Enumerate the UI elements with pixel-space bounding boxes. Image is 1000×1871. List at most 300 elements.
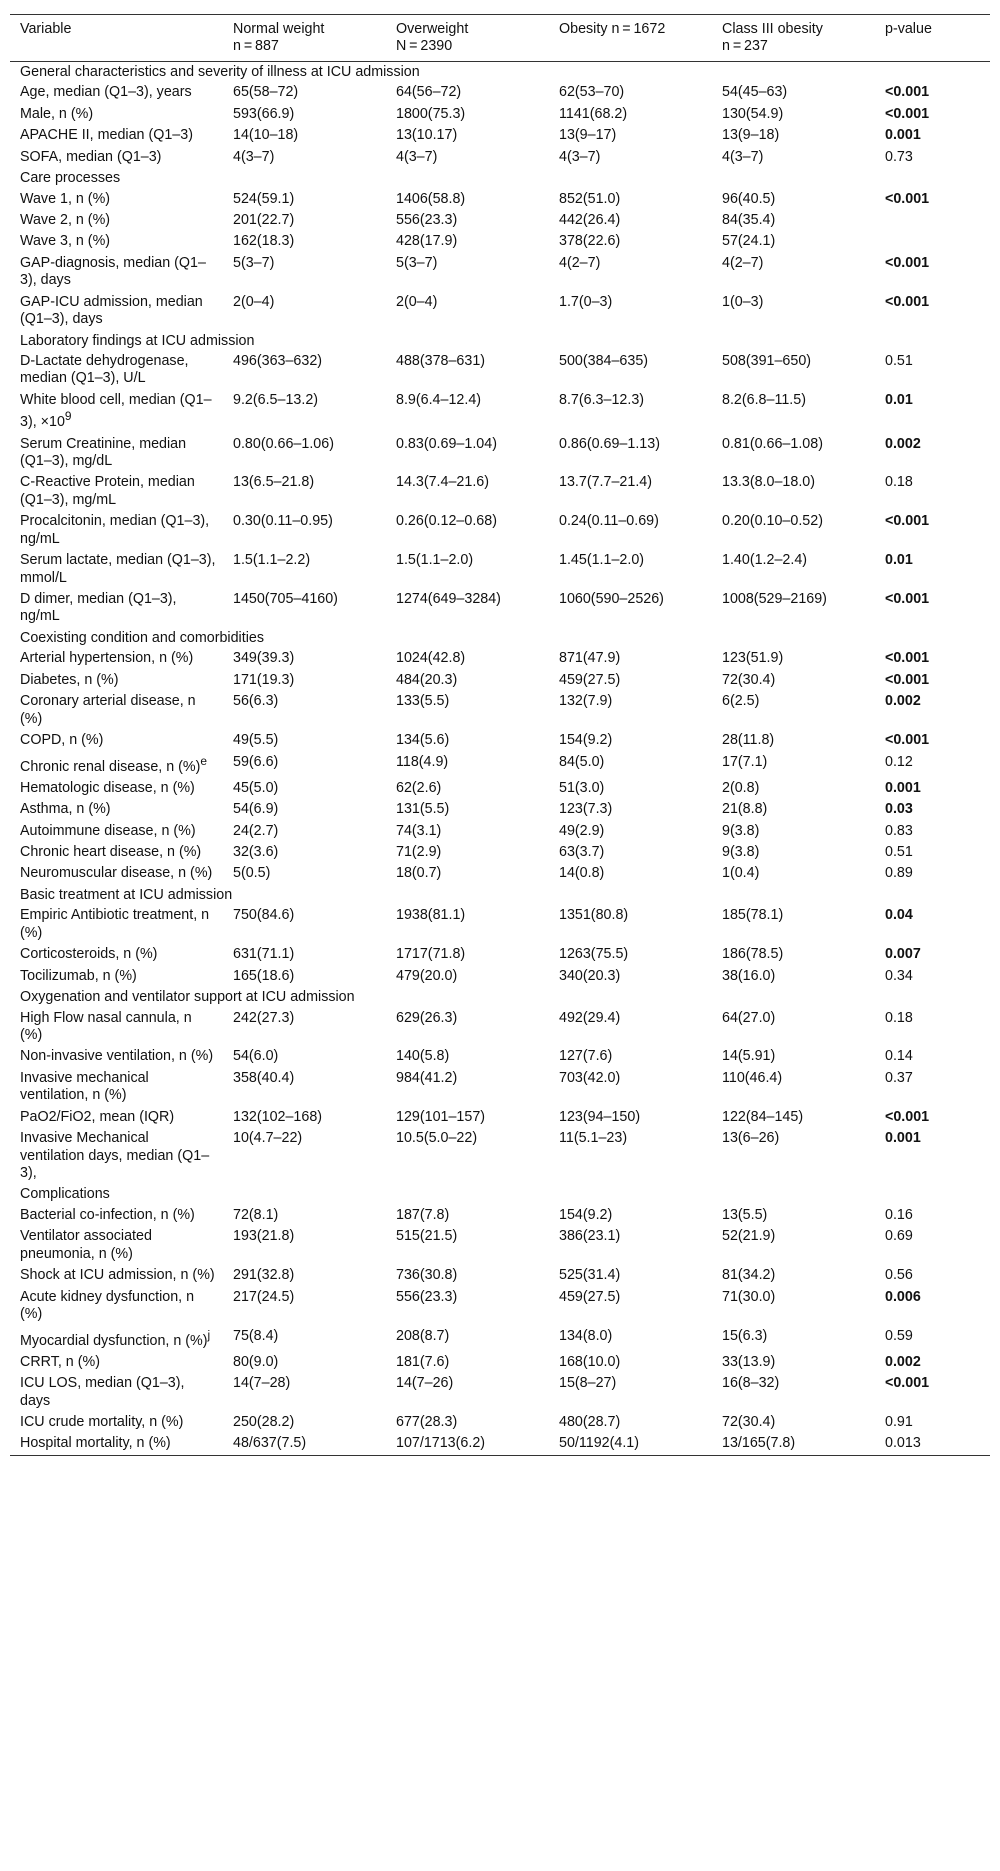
overweight-cell: 13(10.17): [396, 127, 458, 144]
table-row: [10, 648, 990, 669]
class-iii-obesity-cell: 71(30.0): [722, 1288, 776, 1305]
p-value-cell: <0.001: [885, 650, 930, 667]
class-iii-obesity-cell: 13.3(8.0–18.0): [722, 474, 815, 491]
p-value-cell: <0.001: [885, 105, 930, 122]
variable-label: Serum lactate, median (Q1–3), mmol/L: [20, 552, 216, 586]
obesity-cell: 500(384–635): [559, 353, 649, 369]
obesity-cell: 459(27.5): [559, 671, 621, 688]
class-iii-obesity-cell: 1(0–3): [722, 293, 764, 310]
obesity-cell: 1.7(0–3): [559, 293, 613, 310]
obesity-cell: 492(29.4): [559, 1009, 621, 1026]
p-value-cell: <0.001: [885, 671, 930, 688]
table-row: [10, 1128, 990, 1184]
normal-weight-cell: 171(19.3): [233, 671, 295, 688]
class-iii-obesity-cell: 508(391–650): [722, 353, 812, 369]
table-row: [10, 863, 990, 884]
table-row: [10, 125, 990, 146]
obesity-cell: 84(5.0): [559, 753, 605, 770]
p-value-cell: 0.002: [885, 693, 921, 710]
variable-label: Serum Creatinine, median (Q1–3), mg/dL: [20, 435, 187, 469]
table-row: [10, 799, 990, 820]
obesity-cell: 49(2.9): [559, 822, 605, 839]
class-iii-obesity-cell: 21(8.8): [722, 801, 768, 818]
normal-weight-cell: 193(21.8): [233, 1228, 295, 1245]
p-value-cell: <0.001: [885, 84, 930, 101]
table-row: [10, 1412, 990, 1433]
overweight-cell: 629(26.3): [396, 1009, 458, 1026]
normal-weight-cell: 56(6.3): [233, 693, 279, 710]
overweight-cell: 4(3–7): [396, 148, 438, 165]
table-row: [10, 821, 990, 842]
class-iii-obesity-cell: 110(46.4): [722, 1069, 783, 1086]
class-iii-obesity-cell: 72(30.4): [722, 1414, 776, 1431]
obesity-cell: 63(3.7): [559, 844, 605, 861]
p-value-cell: <0.001: [885, 513, 930, 530]
normal-weight-cell: 201(22.7): [233, 211, 295, 228]
class-iii-obesity-cell: 0.20(0.10–0.52): [722, 513, 823, 530]
table-row: [10, 1008, 990, 1047]
p-value-cell: 0.18: [885, 474, 913, 491]
section-header-row: [10, 1184, 990, 1204]
p-value-cell: 0.18: [885, 1009, 913, 1026]
obesity-cell: 127(7.6): [559, 1048, 613, 1065]
variable-label: PaO2/FiO2, mean (IQR): [20, 1108, 175, 1125]
class-iii-obesity-cell: 13(5.5): [722, 1206, 768, 1223]
p-value-cell: 0.16: [885, 1206, 913, 1223]
variable-label-text: Chronic renal disease, n (%): [20, 758, 201, 775]
obesity-cell: 154(9.2): [559, 1206, 613, 1223]
variable-label: Bacterial co-infection, n (%): [20, 1206, 195, 1223]
class-iii-obesity-cell: 52(21.9): [722, 1228, 776, 1245]
normal-weight-cell: 0.80(0.66–1.06): [233, 435, 334, 452]
variable-label: Hospital mortality, n (%): [20, 1435, 171, 1452]
normal-weight-cell: 5(3–7): [233, 254, 275, 271]
characteristics-table: [10, 14, 990, 1456]
normal-weight-cell: 0.30(0.11–0.95): [233, 513, 333, 530]
overweight-cell: 556(23.3): [396, 1288, 458, 1305]
p-value-cell: <0.001: [885, 591, 930, 608]
variable-label: Neuromuscular disease, n (%): [20, 865, 213, 882]
variable-label: SOFA, median (Q1–3): [20, 148, 162, 165]
table-row: [10, 511, 990, 550]
obesity-cell: 4(3–7): [559, 148, 601, 165]
variable-label: Male, n (%): [20, 105, 94, 122]
normal-weight-cell: 524(59.1): [233, 190, 295, 207]
obesity-cell: 8.7(6.3–12.3): [559, 391, 645, 408]
class-iii-obesity-cell: 72(30.4): [722, 671, 776, 688]
table-row: [10, 752, 990, 778]
variable-label: D dimer, median (Q1–3), ng/mL: [20, 591, 177, 625]
obesity-cell: 50/1192(4.1): [559, 1435, 640, 1452]
overweight-cell: 515(21.5): [396, 1228, 458, 1245]
table-row: [10, 1287, 990, 1326]
variable-label: Procalcitonin, median (Q1–3), ng/mL: [20, 513, 210, 547]
table-row: [10, 351, 990, 390]
section-header-row: [10, 987, 990, 1007]
overweight-cell: 0.26(0.12–0.68): [396, 513, 497, 530]
obesity-cell: 871(47.9): [559, 650, 621, 667]
variable-label: [10, 1326, 223, 1352]
class-iii-obesity-cell: 54(45–63): [722, 84, 788, 101]
p-value-cell: <0.001: [885, 1108, 930, 1125]
variable-label: COPD, n (%): [20, 732, 104, 749]
table-row: [10, 292, 990, 331]
overweight-cell: 62(2.6): [396, 779, 442, 796]
class-iii-obesity-cell: 57(24.1): [722, 233, 776, 250]
p-value-cell: 0.002: [885, 435, 921, 452]
p-value-cell: 0.59: [885, 1327, 913, 1344]
obesity-cell: 51(3.0): [559, 779, 605, 796]
obesity-cell: 123(7.3): [559, 801, 613, 818]
class-iii-obesity-cell: 13/165(7.8): [722, 1435, 796, 1452]
class-iii-obesity-cell: 2(0.8): [722, 779, 760, 796]
variable-label: Coronary arterial disease, n (%): [20, 693, 196, 727]
p-value-cell: <0.001: [885, 190, 930, 207]
overweight-cell: 134(5.6): [396, 732, 450, 749]
overweight-cell: 74(3.1): [396, 822, 442, 839]
variable-label: Diabetes, n (%): [20, 671, 119, 688]
table-row: [10, 842, 990, 863]
class-iii-obesity-cell: 16(8–32): [722, 1375, 780, 1392]
normal-weight-cell: 32(3.6): [233, 844, 279, 861]
p-value-cell: 0.37: [885, 1069, 913, 1086]
normal-weight-cell: 250(28.2): [233, 1414, 295, 1431]
overweight-cell: 18(0.7): [396, 865, 442, 882]
class-iii-obesity-cell: 81(34.2): [722, 1267, 776, 1284]
normal-weight-cell: 45(5.0): [233, 779, 279, 796]
class-iii-obesity-cell: 123(51.9): [722, 650, 784, 667]
overweight-cell: 187(7.8): [396, 1206, 450, 1223]
normal-weight-cell: 349(39.3): [233, 650, 295, 667]
obesity-cell: 0.24(0.11–0.69): [559, 513, 659, 530]
overweight-cell: 984(41.2): [396, 1069, 458, 1086]
normal-weight-cell: 1450(705–4160): [233, 591, 338, 608]
p-value-cell: 0.56: [885, 1267, 913, 1284]
class-iii-obesity-cell: 185(78.1): [722, 907, 784, 924]
p-value-cell: 0.91: [885, 1414, 913, 1431]
section-header-row: [10, 61, 990, 82]
normal-weight-cell: 5(0.5): [233, 865, 271, 882]
class-iii-obesity-cell: 84(35.4): [722, 211, 776, 228]
table-row: [10, 1046, 990, 1067]
p-value-cell: [875, 231, 990, 252]
p-value-cell: 0.83: [885, 822, 913, 839]
table-row: [10, 472, 990, 511]
p-value-cell: 0.001: [885, 127, 921, 144]
section-header-row: [10, 628, 990, 648]
overweight-cell: 1024(42.8): [396, 650, 466, 667]
normal-weight-cell: 65(58–72): [233, 84, 299, 101]
variable-label-text: White blood cell, median (Q1–3), ×10: [20, 391, 212, 431]
table-header: [10, 15, 990, 62]
table-row: [10, 231, 990, 252]
class-iii-obesity-cell: 1.40(1.2–2.4): [722, 552, 808, 569]
class-iii-obesity-cell: 28(11.8): [722, 732, 775, 749]
class-iii-obesity-cell: 13(9–18): [722, 127, 780, 144]
obesity-cell: 480(28.7): [559, 1414, 621, 1431]
p-value-cell: 0.002: [885, 1353, 921, 1370]
overweight-cell: 10.5(5.0–22): [396, 1130, 478, 1147]
obesity-cell: 13(9–17): [559, 127, 617, 144]
table-row: [10, 550, 990, 589]
footnote-superscript: e: [200, 753, 208, 768]
variable-label: Hematologic disease, n (%): [20, 779, 195, 796]
variable-label: [10, 752, 223, 778]
variable-label: ICU LOS, median (Q1–3), days: [20, 1375, 185, 1409]
normal-weight-cell: 80(9.0): [233, 1353, 279, 1370]
table-row: [10, 253, 990, 292]
obesity-cell: 154(9.2): [559, 732, 613, 749]
section-header-row: [10, 168, 990, 188]
overweight-cell: 479(20.0): [396, 967, 458, 984]
overweight-cell: 133(5.5): [396, 693, 450, 710]
table-row: [10, 1226, 990, 1265]
variable-label: Shock at ICU admission, n (%): [20, 1267, 215, 1284]
table-row: [10, 905, 990, 944]
normal-weight-cell: 14(7–28): [233, 1375, 291, 1392]
overweight-cell: 118(4.9): [396, 753, 449, 770]
header-overweight: Overweight N = 2390: [396, 21, 469, 55]
variable-label: Invasive Mechanical ventilation days, median (Q1–3),: [20, 1130, 210, 1182]
overweight-cell: 1406(58.8): [396, 190, 466, 207]
obesity-cell: 1060(590–2526): [559, 591, 664, 608]
overweight-cell: 428(17.9): [396, 233, 458, 250]
table-row: [10, 966, 990, 987]
section-title: Care processes: [20, 170, 121, 187]
overweight-cell: 14.3(7.4–21.6): [396, 474, 489, 491]
table-body: [10, 61, 990, 1455]
class-iii-obesity-cell: 186(78.5): [722, 946, 784, 963]
section-title: Complications: [20, 1186, 110, 1203]
table-row: [10, 1107, 990, 1128]
table-row: [10, 944, 990, 965]
overweight-cell: 208(8.7): [396, 1327, 450, 1344]
table-row: [10, 147, 990, 168]
variable-label: Invasive mechanical ventilation, n (%): [20, 1069, 149, 1104]
class-iii-obesity-cell: 9(3.8): [722, 822, 760, 839]
class-iii-obesity-cell: 8.2(6.8–11.5): [722, 391, 806, 408]
obesity-cell: 15(8–27): [559, 1375, 617, 1392]
variable-label: Autoimmune disease, n (%): [20, 822, 196, 839]
class-iii-obesity-cell: 38(16.0): [722, 967, 776, 984]
obesity-cell: 4(2–7): [559, 254, 601, 271]
p-value-cell: [875, 210, 990, 231]
p-value-cell: 0.69: [885, 1228, 913, 1245]
p-value-cell: 0.01: [885, 391, 913, 408]
variable-label: APACHE II, median (Q1–3): [20, 127, 193, 144]
normal-weight-cell: 2(0–4): [233, 293, 275, 310]
class-iii-obesity-cell: 15(6.3): [722, 1327, 768, 1344]
overweight-cell: 1274(649–3284): [396, 591, 501, 608]
normal-weight-cell: 1.5(1.1–2.2): [233, 552, 311, 569]
class-iii-obesity-cell: 1(0.4): [722, 865, 760, 882]
table-row: [10, 1265, 990, 1286]
overweight-cell: 131(5.5): [396, 801, 450, 818]
normal-weight-cell: 54(6.0): [233, 1048, 279, 1065]
normal-weight-cell: 75(8.4): [233, 1327, 279, 1344]
variable-label-text: Myocardial dysfunction, n (%): [20, 1332, 208, 1349]
p-value-cell: 0.03: [885, 801, 913, 818]
p-value-cell: <0.001: [885, 254, 930, 271]
obesity-cell: 1141(68.2): [559, 105, 628, 122]
overweight-cell: 677(28.3): [396, 1414, 458, 1431]
variable-label: ICU crude mortality, n (%): [20, 1414, 184, 1431]
normal-weight-cell: 9.2(6.5–13.2): [233, 391, 319, 408]
header-row: [10, 15, 990, 62]
class-iii-obesity-cell: 9(3.8): [722, 844, 760, 861]
normal-weight-cell: 13(6.5–21.8): [233, 474, 315, 491]
variable-label: Acute kidney dysfunction, n (%): [20, 1288, 195, 1323]
class-iii-obesity-cell: 130(54.9): [722, 105, 784, 122]
overweight-cell: 71(2.9): [396, 844, 442, 861]
obesity-cell: 386(23.1): [559, 1228, 621, 1245]
variable-label: Wave 3, n (%): [20, 233, 111, 250]
obesity-cell: 378(22.6): [559, 233, 621, 250]
obesity-cell: 1351(80.8): [559, 907, 629, 924]
normal-weight-cell: 24(2.7): [233, 822, 279, 839]
p-value-cell: 0.51: [885, 844, 913, 861]
header-class-iii-obesity: Class III obesity n = 237: [722, 21, 823, 55]
table-row: [10, 1205, 990, 1226]
variable-label: Arterial hypertension, n (%): [20, 650, 194, 667]
normal-weight-cell: 162(18.3): [233, 233, 295, 250]
class-iii-obesity-cell: 122(84–145): [722, 1108, 804, 1125]
class-iii-obesity-cell: 4(3–7): [722, 148, 764, 165]
p-value-cell: 0.001: [885, 1130, 921, 1147]
p-value-cell: 0.34: [885, 967, 913, 984]
variable-label: CRRT, n (%): [20, 1353, 100, 1370]
variable-label: Ventilator associated pneumonia, n (%): [20, 1228, 152, 1262]
obesity-cell: 11(5.1–23): [559, 1130, 628, 1147]
section-title: Basic treatment at ICU admission: [20, 886, 233, 903]
normal-weight-cell: 593(66.9): [233, 105, 295, 122]
p-value-cell: 0.001: [885, 779, 921, 796]
variable-label: [10, 390, 223, 434]
class-iii-obesity-cell: 6(2.5): [722, 693, 760, 710]
section-header-row: [10, 885, 990, 905]
obesity-cell: 459(27.5): [559, 1288, 621, 1305]
p-value-cell: 0.04: [885, 907, 913, 924]
overweight-cell: 0.83(0.69–1.04): [396, 435, 497, 452]
table-row: [10, 189, 990, 210]
table-row: [10, 670, 990, 691]
table-row: [10, 104, 990, 125]
table-row: [10, 691, 990, 730]
overweight-cell: 107/1713(6.2): [396, 1435, 486, 1452]
table-row: [10, 82, 990, 103]
variable-label: Empiric Antibiotic treatment, n (%): [20, 907, 210, 941]
variable-label: C-Reactive Protein, median (Q1–3), mg/mL: [20, 474, 195, 508]
normal-weight-cell: 358(40.4): [233, 1069, 295, 1086]
class-iii-obesity-cell: 17(7.1): [722, 753, 768, 770]
p-value-cell: <0.001: [885, 732, 930, 749]
p-value-cell: <0.001: [885, 293, 930, 310]
obesity-cell: 132(7.9): [559, 693, 613, 710]
section-title: General characteristics and severity of illness at ICU admission: [20, 63, 420, 80]
p-value-cell: 0.013: [885, 1435, 921, 1452]
obesity-cell: 123(94–150): [559, 1108, 641, 1125]
obesity-cell: 1263(75.5): [559, 946, 629, 963]
p-value-cell: 0.01: [885, 552, 913, 569]
table-row: [10, 1068, 990, 1107]
section-header-row: [10, 331, 990, 351]
table-row: [10, 1373, 990, 1412]
class-iii-obesity-cell: 0.81(0.66–1.08): [722, 435, 823, 452]
class-iii-obesity-cell: 13(6–26): [722, 1130, 780, 1147]
variable-label: Non-invasive ventilation, n (%): [20, 1048, 214, 1065]
overweight-cell: 64(56–72): [396, 84, 462, 101]
obesity-cell: 852(51.0): [559, 190, 621, 207]
variable-label: Corticosteroids, n (%): [20, 946, 158, 963]
normal-weight-cell: 291(32.8): [233, 1267, 295, 1284]
normal-weight-cell: 242(27.3): [233, 1009, 295, 1026]
variable-label: Tocilizumab, n (%): [20, 967, 137, 984]
overweight-cell: 1717(71.8): [396, 946, 466, 963]
overweight-cell: 181(7.6): [396, 1353, 450, 1370]
normal-weight-cell: 48/637(7.5): [233, 1435, 307, 1452]
normal-weight-cell: 4(3–7): [233, 148, 275, 165]
obesity-cell: 62(53–70): [559, 84, 625, 101]
normal-weight-cell: 165(18.6): [233, 967, 295, 984]
overweight-cell: 5(3–7): [396, 254, 438, 271]
variable-label: Chronic heart disease, n (%): [20, 844, 202, 861]
overweight-cell: 14(7–26): [396, 1375, 454, 1392]
overweight-cell: 1.5(1.1–2.0): [396, 552, 474, 569]
normal-weight-cell: 49(5.5): [233, 732, 279, 749]
overweight-cell: 2(0–4): [396, 293, 438, 310]
normal-weight-cell: 54(6.9): [233, 801, 279, 818]
obesity-cell: 340(20.3): [559, 967, 621, 984]
variable-label: Age, median (Q1–3), years: [20, 84, 192, 101]
normal-weight-cell: 14(10–18): [233, 127, 299, 144]
obesity-cell: 703(42.0): [559, 1069, 621, 1086]
p-value-cell: 0.14: [885, 1048, 913, 1065]
normal-weight-cell: 217(24.5): [233, 1288, 295, 1305]
table-row: [10, 730, 990, 751]
overweight-cell: 556(23.3): [396, 211, 458, 228]
class-iii-obesity-cell: 96(40.5): [722, 190, 776, 207]
overweight-cell: 484(20.3): [396, 671, 458, 688]
normal-weight-cell: 72(8.1): [233, 1206, 279, 1223]
variable-label: Wave 1, n (%): [20, 190, 111, 207]
class-iii-obesity-cell: 33(13.9): [722, 1353, 776, 1370]
class-iii-obesity-cell: 14(5.91): [722, 1048, 776, 1065]
table-row: [10, 778, 990, 799]
obesity-cell: 0.86(0.69–1.13): [559, 435, 660, 452]
p-value-cell: 0.007: [885, 946, 921, 963]
variable-label: Wave 2, n (%): [20, 211, 111, 228]
obesity-cell: 13.7(7.7–21.4): [559, 474, 652, 491]
p-value-cell: 0.006: [885, 1288, 921, 1305]
variable-label: GAP-ICU admission, median (Q1–3), days: [20, 293, 203, 328]
footnote-superscript: 9: [64, 409, 72, 424]
table-row: [10, 589, 990, 628]
overweight-cell: 736(30.8): [396, 1267, 458, 1284]
variable-label: High Flow nasal cannula, n (%): [20, 1009, 192, 1043]
footnote-superscript: j: [207, 1327, 211, 1342]
normal-weight-cell: 631(71.1): [233, 946, 295, 963]
normal-weight-cell: 59(6.6): [233, 753, 279, 770]
p-value-cell: <0.001: [885, 1375, 930, 1392]
header-obesity: Obesity n = 1672: [559, 21, 666, 37]
normal-weight-cell: 496(363–632): [233, 353, 323, 369]
class-iii-obesity-cell: 64(27.0): [722, 1009, 776, 1026]
p-value-cell: 0.89: [885, 865, 913, 882]
overweight-cell: 140(5.8): [396, 1048, 450, 1065]
overweight-cell: 8.9(6.4–12.4): [396, 391, 482, 408]
section-title: Laboratory findings at ICU admission: [20, 332, 255, 349]
table-row: [10, 434, 990, 473]
